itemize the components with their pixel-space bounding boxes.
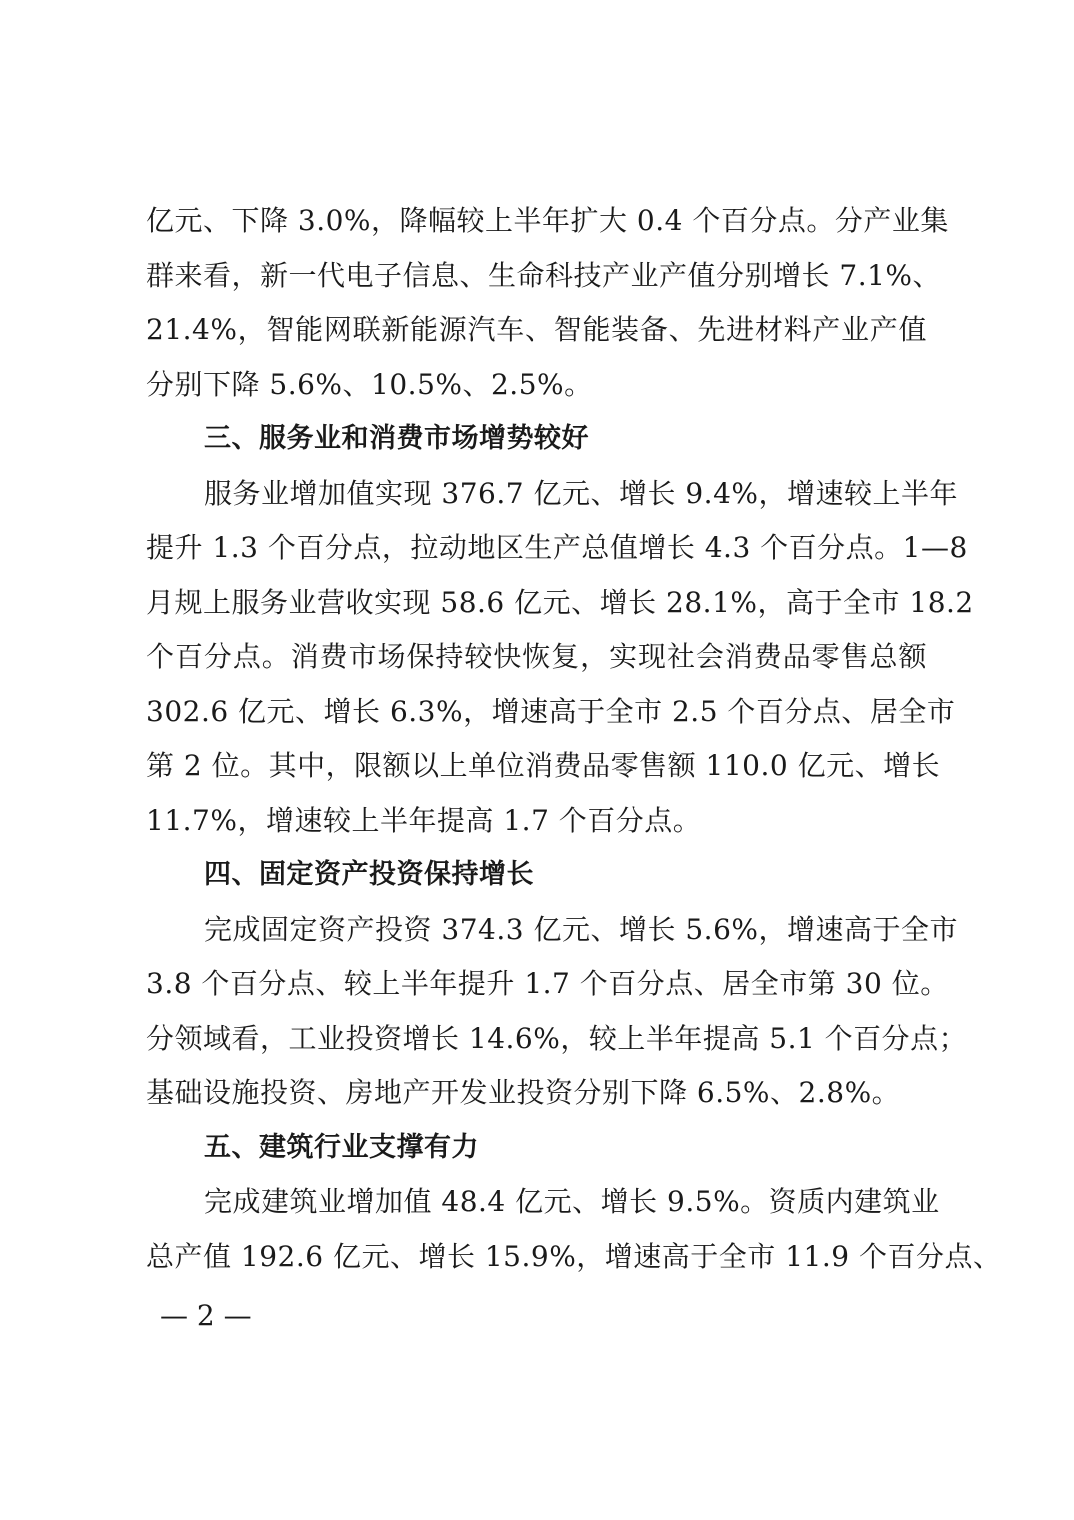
text-line: 完成建筑业增加值 48.4 亿元、增长 9.5%。资质内建筑业 bbox=[204, 1185, 940, 1218]
text-line: 个百分点。消费市场保持较快恢复，实现社会消费品零售总额 bbox=[146, 640, 927, 673]
text-line: 基础设施投资、房地产开发业投资分别下降 6.5%、2.8%。 bbox=[146, 1076, 901, 1109]
text-line: 群来看，新一代电子信息、生命科技产业产值分别增长 7.1%、 bbox=[146, 258, 942, 292]
text-line: 3.8 个百分点、较上半年提升 1.7 个百分点、居全市第 30 位。 bbox=[146, 967, 949, 1000]
text-line: 分别下降 5.6%、10.5%、2.5%。 bbox=[146, 367, 593, 401]
section-heading-4: 四、固定资产投资保持增长 bbox=[204, 859, 534, 890]
text-line: 302.6 亿元、增长 6.3%，增速高于全市 2.5 个百分点、居全市 bbox=[146, 694, 956, 728]
text-line: 服务业增加值实现 376.7 亿元、增长 9.4%，增速较上半年 bbox=[204, 476, 958, 510]
text-line: 提升 1.3 个百分点，拉动地区生产总值增长 4.3 个百分点。1—8 bbox=[146, 531, 968, 564]
text-line: 分领域看，工业投资增长 14.6%，较上半年提高 5.1 个百分点； bbox=[146, 1021, 968, 1055]
text-line: 21.4%，智能网联新能源汽车、智能装备、先进材料产业产值 bbox=[146, 313, 927, 346]
text-line: 第 2 位。其中，限额以上单位消费品零售额 110.0 亿元、增长 bbox=[146, 749, 941, 782]
page-number: — 2 — bbox=[160, 1299, 252, 1332]
body-text bbox=[146, 194, 1002, 1284]
text-line: 完成固定资产投资 374.3 亿元、增长 5.6%，增速高于全市 bbox=[204, 912, 958, 946]
text-line: 月规上服务业营收实现 58.6 亿元、增长 28.1%，高于全市 18.2 bbox=[146, 585, 974, 619]
text-line: 亿元、下降 3.0%，降幅较上半年扩大 0.4 个百分点。分产业集 bbox=[146, 204, 949, 237]
section-heading-5: 五、建筑行业支撑有力 bbox=[204, 1131, 479, 1163]
text-line: 11.7%，增速较上半年提高 1.7 个百分点。 bbox=[146, 803, 702, 837]
text-line: 总产值 192.6 亿元、增长 15.9%，增速高于全市 11.9 个百分点、 bbox=[146, 1239, 1002, 1273]
section-heading-3: 三、服务业和消费市场增势较好 bbox=[204, 423, 589, 454]
